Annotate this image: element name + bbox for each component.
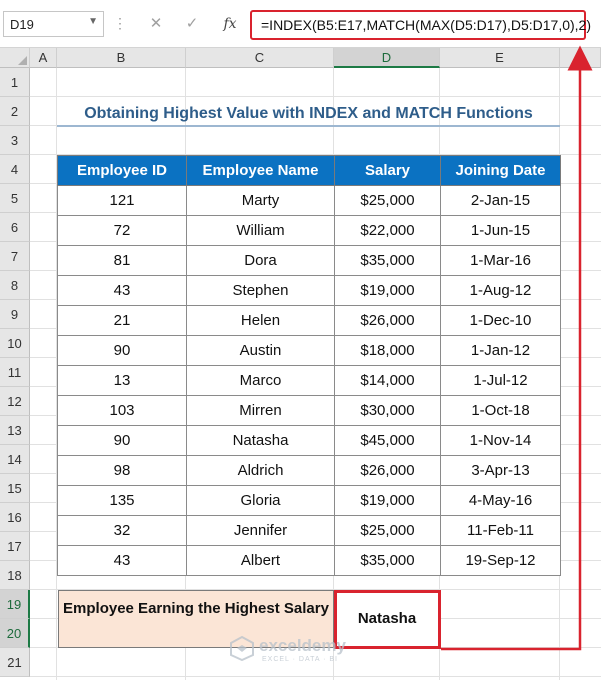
row-header-3[interactable]: 3 — [0, 126, 30, 155]
row-header-19[interactable]: 19 — [0, 590, 30, 619]
cell-employee-id[interactable]: 43 — [58, 276, 187, 306]
cell-salary[interactable]: $30,000 — [335, 396, 441, 426]
cell-salary[interactable]: $25,000 — [335, 186, 441, 216]
cell-joining-date[interactable]: 19-Sep-12 — [441, 546, 561, 576]
sheet-title: Obtaining Highest Value with INDEX and MATCH Functions — [84, 105, 533, 122]
cell-employee-name[interactable]: Stephen — [187, 276, 335, 306]
exceldemy-logo-icon — [229, 635, 255, 661]
row-header-15[interactable]: 15 — [0, 474, 30, 503]
cell-salary[interactable]: $19,000 — [335, 486, 441, 516]
result-value-cell[interactable]: Natasha — [334, 590, 440, 648]
cell-employee-name[interactable]: Albert — [187, 546, 335, 576]
column-header-f[interactable]: F — [560, 48, 601, 68]
watermark-brand: exceldemy — [259, 636, 346, 655]
row-header-13[interactable]: 13 — [0, 416, 30, 445]
cell-joining-date[interactable]: 2-Jan-15 — [441, 186, 561, 216]
cell-joining-date[interactable]: 11-Feb-11 — [441, 516, 561, 546]
cell-employee-id[interactable]: 21 — [58, 306, 187, 336]
cell-salary[interactable]: $25,000 — [335, 516, 441, 546]
cell-employee-id[interactable]: 121 — [58, 186, 187, 216]
cell-employee-id[interactable]: 81 — [58, 246, 187, 276]
header-employee-name[interactable]: Employee Name — [187, 156, 335, 186]
chevron-down-icon[interactable]: ▼ — [88, 16, 98, 27]
row-header-5[interactable]: 5 — [0, 184, 30, 213]
cell-salary[interactable]: $45,000 — [335, 426, 441, 456]
cell-employee-id[interactable]: 90 — [58, 426, 187, 456]
cell-employee-name[interactable]: Gloria — [187, 486, 335, 516]
cell-employee-name[interactable]: Marty — [187, 186, 335, 216]
cell-employee-name[interactable]: Natasha — [187, 426, 335, 456]
insert-function-icon[interactable]: fx — [223, 16, 237, 32]
cell-joining-date[interactable]: 1-Jul-12 — [441, 366, 561, 396]
header-employee-id[interactable]: Employee ID — [58, 156, 187, 186]
row-header-7[interactable]: 7 — [0, 242, 30, 271]
header-joining-date[interactable]: Joining Date — [441, 156, 561, 186]
formula-text: =INDEX(B5:E17,MATCH(MAX(D5:D17),D5:D17,0),2) — [261, 17, 591, 33]
cell-employee-name[interactable]: Marco — [187, 366, 335, 396]
cell-salary[interactable]: $26,000 — [335, 306, 441, 336]
row-header-21[interactable]: 21 — [0, 648, 30, 677]
cell-salary[interactable]: $22,000 — [335, 216, 441, 246]
cell-employee-id[interactable]: 32 — [58, 516, 187, 546]
cell-employee-id[interactable]: 13 — [58, 366, 187, 396]
row-header-4[interactable]: 4 — [0, 155, 30, 184]
cell-joining-date[interactable]: 1-Jun-15 — [441, 216, 561, 246]
cell-employee-id[interactable]: 90 — [58, 336, 187, 366]
row-header-9[interactable]: 9 — [0, 300, 30, 329]
column-header-e[interactable]: E — [440, 48, 560, 68]
result-label[interactable]: Employee Earning the Highest Salary — [58, 590, 334, 648]
row-header-17[interactable]: 17 — [0, 532, 30, 561]
cell-salary[interactable]: $14,000 — [335, 366, 441, 396]
cell-employee-id[interactable]: 98 — [58, 456, 187, 486]
row-header-11[interactable]: 11 — [0, 358, 30, 387]
cell-joining-date[interactable]: 1-Nov-14 — [441, 426, 561, 456]
cell-employee-name[interactable]: Aldrich — [187, 456, 335, 486]
row-header-16[interactable]: 16 — [0, 503, 30, 532]
row-header-20[interactable]: 20 — [0, 619, 30, 648]
row-header-14[interactable]: 14 — [0, 445, 30, 474]
row-header-1[interactable]: 1 — [0, 68, 30, 97]
row-header-10[interactable]: 10 — [0, 329, 30, 358]
cancel-icon[interactable]: ✕ — [149, 15, 163, 32]
row-header-6[interactable]: 6 — [0, 213, 30, 242]
cell-salary[interactable]: $18,000 — [335, 336, 441, 366]
cell-joining-date[interactable]: 3-Apr-13 — [441, 456, 561, 486]
cell-joining-date[interactable]: 4-May-16 — [441, 486, 561, 516]
name-box-value: D19 — [10, 17, 34, 32]
cell-joining-date[interactable]: 1-Dec-10 — [441, 306, 561, 336]
column-header-c[interactable]: C — [186, 48, 334, 68]
cell-joining-date[interactable]: 1-Mar-16 — [441, 246, 561, 276]
column-header-b[interactable]: B — [57, 48, 186, 68]
cell-employee-id[interactable]: 103 — [58, 396, 187, 426]
cell-employee-name[interactable]: William — [187, 216, 335, 246]
cell-employee-name[interactable]: Austin — [187, 336, 335, 366]
header-salary[interactable]: Salary — [335, 156, 441, 186]
row-header-2[interactable]: 2 — [0, 97, 30, 126]
watermark-tagline: EXCEL · DATA · BI — [262, 656, 338, 663]
row-header-12[interactable]: 12 — [0, 387, 30, 416]
cell-salary[interactable]: $35,000 — [335, 246, 441, 276]
cell-employee-name[interactable]: Dora — [187, 246, 335, 276]
vertical-dots-icon[interactable]: ⋮ — [113, 15, 127, 31]
cell-joining-date[interactable]: 1-Oct-18 — [441, 396, 561, 426]
enter-icon[interactable]: ✓ — [185, 15, 199, 32]
cell-salary[interactable]: $26,000 — [335, 456, 441, 486]
row-header-8[interactable]: 8 — [0, 271, 30, 300]
cell-joining-date[interactable]: 1-Jan-12 — [441, 336, 561, 366]
exceldemy-watermark — [229, 633, 389, 667]
cell-employee-name[interactable]: Mirren — [187, 396, 335, 426]
cell-joining-date[interactable]: 1-Aug-12 — [441, 276, 561, 306]
cell-employee-id[interactable]: 72 — [58, 216, 187, 246]
column-header-d[interactable]: D — [334, 48, 440, 68]
row-header-18[interactable]: 18 — [0, 561, 30, 590]
column-header-a[interactable]: A — [30, 48, 57, 68]
cell-salary[interactable]: $35,000 — [335, 546, 441, 576]
cell-employee-name[interactable]: Helen — [187, 306, 335, 336]
cell-employee-id[interactable]: 43 — [58, 546, 187, 576]
cell-salary[interactable]: $19,000 — [335, 276, 441, 306]
cell-employee-name[interactable]: Jennifer — [187, 516, 335, 546]
cell-employee-id[interactable]: 135 — [58, 486, 187, 516]
